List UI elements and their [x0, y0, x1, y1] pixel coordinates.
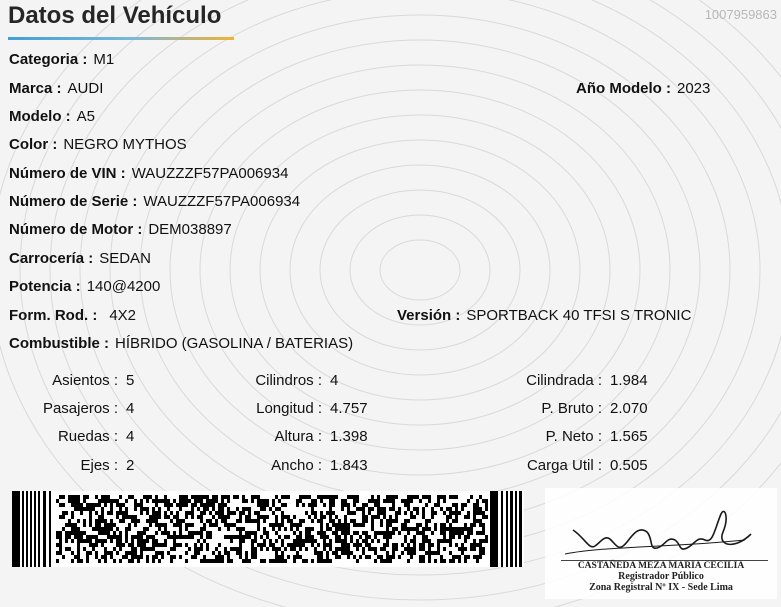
spec-cilindrada-value: 1.984 — [610, 372, 648, 389]
field-categoria — [9, 51, 114, 68]
field-label: Combustible : — [9, 335, 109, 352]
signer-name: CASTAÑEDA MEZA MARIA CECILIA — [577, 561, 745, 571]
spec-altura-label: Altura : — [274, 428, 322, 445]
field-value: 4X2 — [109, 307, 137, 324]
spec-asientos-value: 5 — [126, 372, 135, 389]
spec-carga-util-value: 0.505 — [610, 457, 648, 474]
field-label: Color : — [9, 136, 58, 153]
page-title: Datos del Vehículo — [8, 2, 222, 29]
field-label: Número de Motor : — [9, 221, 143, 238]
document-number: 1007959863 — [704, 7, 777, 22]
field-label: Número de VIN : — [9, 165, 126, 182]
spec-ancho-label: Ancho : — [271, 457, 322, 474]
spec-pasajeros-label: Pasajeros : — [42, 400, 118, 417]
field-value: 2023 — [676, 80, 711, 97]
field-label: Modelo : — [9, 108, 71, 125]
field-vin — [9, 165, 288, 182]
field-label: Carrocería : — [9, 250, 94, 267]
spec-longitud-value: 4.757 — [330, 400, 368, 417]
field-motor — [9, 221, 232, 238]
spec-p-neto-value: 1.565 — [610, 428, 648, 445]
field-value: SPORTBACK 40 TFSI S TRONIC — [466, 307, 692, 324]
spec-p-bruto-value: 2.070 — [610, 400, 648, 417]
field-value: 140@4200 — [86, 278, 161, 295]
field-serie — [9, 193, 300, 210]
field-form-rod — [9, 307, 136, 324]
spec-ruedas-value: 4 — [126, 428, 135, 445]
field-value: DEM038897 — [148, 221, 232, 238]
signer-office: Zona Registral Nº IX - Sede Lima — [589, 582, 733, 593]
field-marca — [9, 80, 103, 97]
spec-cilindros-value: 4 — [330, 372, 339, 389]
field-modelo — [9, 108, 95, 125]
field-value: HÍBRIDO (GASOLINA / BATERIAS) — [115, 335, 354, 352]
field-label: Número de Serie : — [9, 193, 138, 210]
field-combustible — [9, 335, 353, 352]
spec-p-neto-label: P. Neto : — [545, 428, 602, 445]
field-color — [9, 136, 187, 153]
spec-longitud-label: Longitud : — [256, 400, 322, 417]
pdf417-barcode — [12, 491, 524, 567]
spec-ruedas-label: Ruedas : — [57, 428, 118, 445]
field-label: Potencia : — [9, 278, 81, 295]
spec-ejes-label: Ejes : — [80, 457, 118, 474]
field-carroceria — [9, 250, 151, 267]
field-value: AUDI — [67, 80, 104, 97]
field-value: A5 — [76, 108, 96, 125]
field-label: Año Modelo : — [576, 80, 671, 97]
spec-p-bruto-label: P. Bruto : — [541, 400, 602, 417]
spec-cilindros-label: Cilindros : — [255, 372, 322, 389]
spec-asientos-label: Asientos : — [52, 372, 118, 389]
spec-cilindrada-label: Cilindrada : — [526, 372, 602, 389]
field-version — [397, 307, 691, 324]
field-value: WAUZZZF57PA006934 — [131, 165, 289, 182]
field-label: Categoria : — [9, 51, 88, 68]
field-anio-modelo — [576, 80, 710, 97]
field-potencia — [9, 278, 160, 295]
field-value: M1 — [93, 51, 115, 68]
field-value: WAUZZZF57PA006934 — [143, 193, 301, 210]
spec-ancho-value: 1.843 — [330, 457, 368, 474]
field-label: Form. Rod. : — [9, 307, 98, 324]
field-value: SEDAN — [99, 250, 151, 267]
signer-role: Registrador Público — [618, 571, 704, 582]
spec-carga-util-label: Carga Util : — [526, 457, 602, 474]
field-label: Marca : — [9, 80, 62, 97]
field-value: NEGRO MYTHOS — [63, 136, 187, 153]
title-underline — [8, 37, 234, 40]
field-label: Versión : — [397, 307, 461, 324]
spec-ejes-value: 2 — [126, 457, 135, 474]
spec-altura-value: 1.398 — [330, 428, 368, 445]
spec-pasajeros-value: 4 — [126, 400, 135, 417]
